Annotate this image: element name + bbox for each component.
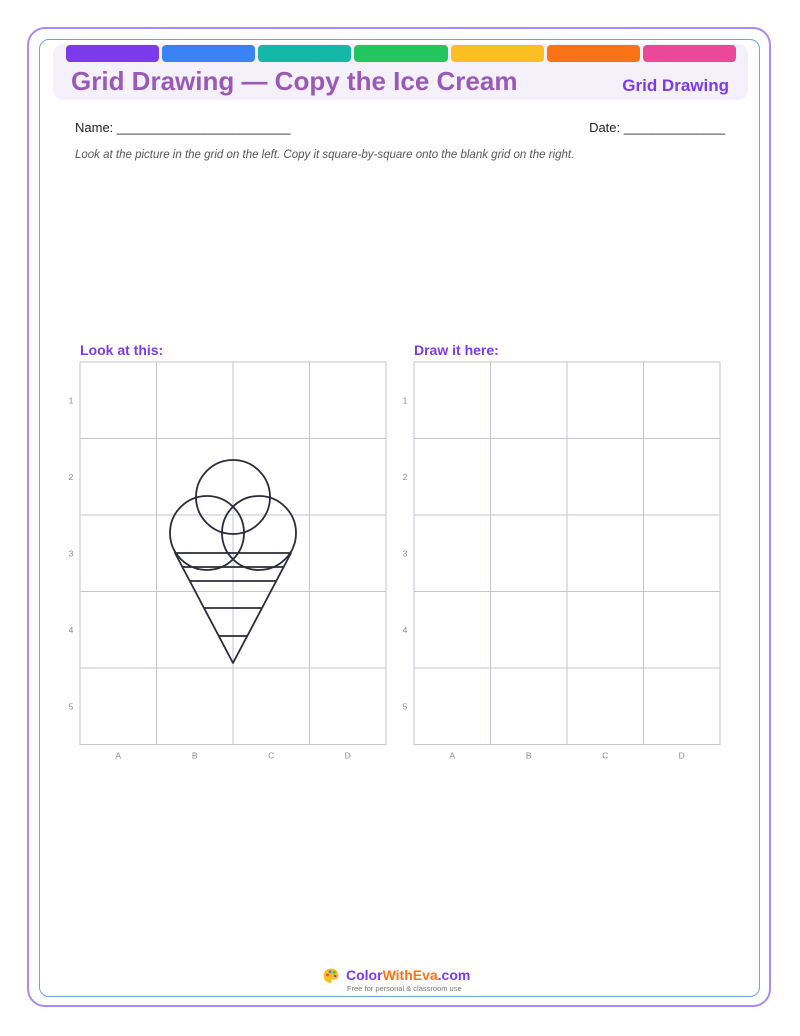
footer-tagline: Free for personal & classroom use <box>347 984 462 993</box>
grid-column-letter: D <box>678 750 685 761</box>
grid-row-number: 5 <box>402 701 408 712</box>
worksheet-title: Grid Drawing — Copy the Ice Cream <box>71 66 518 96</box>
grid-column-letter: A <box>115 750 122 761</box>
name-label: Name: <box>75 120 114 135</box>
grid-column-letter: B <box>191 750 198 761</box>
date-label: Date: <box>589 120 621 135</box>
grid-row-number: 2 <box>68 471 74 482</box>
grid-column-letter: C <box>602 750 609 761</box>
palette-logo-icon <box>322 967 340 985</box>
grid-row-number: 4 <box>402 624 408 635</box>
grid-row-number: 5 <box>68 701 74 712</box>
grid-column-letter: C <box>268 750 275 761</box>
name-write-line[interactable]: ________________________ <box>116 120 291 135</box>
drawing-grid-label: Draw it here: <box>414 342 499 358</box>
grid-row-number: 1 <box>68 395 74 406</box>
date-write-line[interactable]: ______________ <box>623 120 725 135</box>
grid-row-number: 2 <box>402 471 408 482</box>
worksheet-category-badge: Grid Drawing <box>622 76 729 95</box>
footer-brand <box>346 967 470 983</box>
footer-brand-witheva: WithEva <box>382 967 438 983</box>
footer-brand-com: .com <box>437 967 471 983</box>
grid-column-letter: D <box>344 750 351 761</box>
instructions-text: Look at the picture in the grid on the left. Copy it square-by-square onto the blank grid on the right. <box>75 149 575 161</box>
grid-row-number: 3 <box>402 548 408 559</box>
grid-row-number: 1 <box>402 395 408 406</box>
grid-row-number: 3 <box>68 548 74 559</box>
reference-grid-label: Look at this: <box>80 342 164 358</box>
grid-column-letter: B <box>525 750 532 761</box>
grid-column-letter: A <box>449 750 456 761</box>
grid-row-number: 4 <box>68 624 74 635</box>
footer-brand-color: Color <box>346 967 383 983</box>
